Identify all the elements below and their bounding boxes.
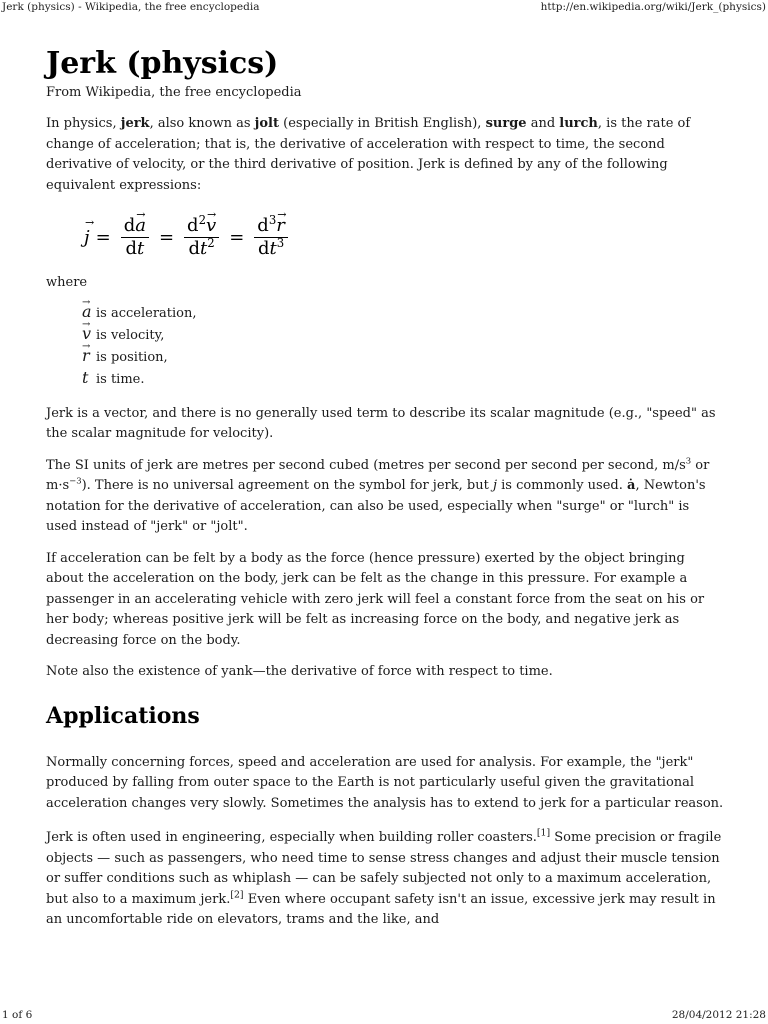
d-symbol: d [123,214,136,236]
term-jolt: jolt [254,116,279,131]
fraction-denominator [122,238,147,260]
list-item [82,324,724,346]
text: or m·s [46,457,710,493]
text: , is the rate of change of acceleration; that is, the derivative of acceleration with respect to time, the second derivative of velocity, or the third derivative of position. Jerk is defined by any of the following equivalent expressions: [46,116,691,193]
exponent: 3 [276,235,285,250]
fraction-da-dt [121,215,149,260]
exponent: 2 [198,212,207,227]
list-item [82,346,724,368]
term-jerk: jerk [120,116,150,131]
page-title: Jerk (physics) [46,46,279,81]
page-number: 1 of 6 [2,1009,33,1021]
vec-a: → a [135,215,146,237]
fraction-numerator [184,212,219,238]
print-datetime: 28/04/2012 21:28 [671,1009,766,1021]
yank-paragraph: Note also the existence of yank—the derivative of force with respect to time. [46,664,553,679]
text: , also known as [149,116,255,131]
exponent: 3 [268,212,277,227]
eq-sign: = [229,226,245,248]
jerk-equation [84,207,724,267]
d-symbol: d [188,237,201,259]
var-t: t [200,237,208,259]
eq-sign: = [158,226,175,248]
term-surge: surge [485,116,527,131]
reference-link[interactable]: [1] [536,827,551,839]
superscript: −3 [69,475,82,486]
list-item [82,368,724,390]
symbol-a-dot: ȧ [627,478,636,493]
var-description: is position, [96,349,168,365]
applications-paragraph-1: Normally concerning forces, speed and acceleration are used for analysis. For example, the "jerk" produced by falling from outer space to the Earth is not particularly useful given the gravitational acceleration changes very slowly. Sometimes the analysis has to extend to jerk for a particular reason. [46,754,724,811]
vector-paragraph: Jerk is a vector, and there is no generally used term to describe its scalar magnitude (e.g., "speed" as the scalar magnitude for velocity). [46,405,716,441]
list-item [82,302,724,324]
print-header [0,0,768,16]
felt-paragraph: If acceleration can be felt by a body as the force (hence pressure) exerted by the object bringing about the acceleration on the body, jerk can be felt as the change in this pressure. For example a passenger in an accelerating vehicle with zero jerk will feel a constant force from the seat on his or her body; whereas positive jerk will be felt as increasing force on the body, and negative jerk as decreasing force on the body. [46,550,705,648]
reference-link[interactable]: [2] [230,889,244,901]
fraction-numerator [121,215,149,238]
text: The SI units of jerk are metres per second cubed (metres per second per second per second, m/s [46,457,686,473]
text: Jerk is often used in engineering, especially when building roller coasters. [46,830,537,845]
vec-v: → v [206,215,216,237]
eq-lhs: → j [84,227,90,248]
tagline: From Wikipedia, the free encyclopedia [46,85,302,100]
where-label: where [46,275,88,290]
var-t: t [269,237,277,259]
var-t: t [82,367,89,387]
section-heading-applications: Applications [46,702,200,729]
fraction-numerator [254,212,288,238]
eq-sign: = [95,226,111,248]
d-symbol: d [257,214,269,236]
var-a: → a [82,302,96,322]
var-description: is acceleration, [96,305,197,321]
text: and [526,116,560,131]
d-symbol: d [257,237,270,259]
print-footer [0,1008,768,1024]
article-content [46,44,724,942]
text: In physics, [46,116,121,131]
vec-r: → r [276,215,285,237]
superscript: 3 [685,455,692,466]
symbol-j: j [492,478,497,493]
text: Some precision or fragile objects — such as passengers, who need time to sense stress changes and adjust their muscle tension or suffer conditions such as whiplash — can be safely subjected not only to a maximum acceleration, but also to a maximum jerk. [46,830,722,907]
var-description: is time. [96,371,145,387]
var-description: is velocity, [96,327,165,343]
fraction-denominator [255,235,287,260]
text: , Newton's notation for the derivative of acceleration, can also be used, especially when "surge" or "lurch" is used instead of "jerk" or "jolt". [46,478,706,534]
fraction-d3r-dt3 [254,212,288,260]
text: ). There is no universal agreement on the symbol for jerk, but [81,478,493,493]
var-r: → r [82,346,96,366]
text: Even where occupant safety isn't an issue, excessive jerk may result in an uncomfortable ride on elevators, trams and the like, and [46,891,716,927]
exponent: 2 [207,235,215,250]
print-header-title: Jerk (physics) - Wikipedia, the free encyclopedia [2,1,260,13]
var-v: → v [82,324,96,344]
text: (especially in British English), [278,116,486,131]
print-header-url: http://en.wikipedia.org/wiki/Jerk_(physics) [540,1,766,13]
d-symbol: d [187,214,199,236]
var-t: t [136,237,145,259]
fraction-denominator [186,235,218,260]
fraction-d2v-dt2 [184,212,219,260]
applications-paragraph-2 [46,828,724,931]
text: is commonly used. [496,478,627,493]
term-lurch: lurch [559,116,598,131]
intro-paragraph [46,114,724,196]
d-symbol: d [125,237,137,259]
variable-list [82,302,724,390]
si-units-paragraph [46,456,724,538]
